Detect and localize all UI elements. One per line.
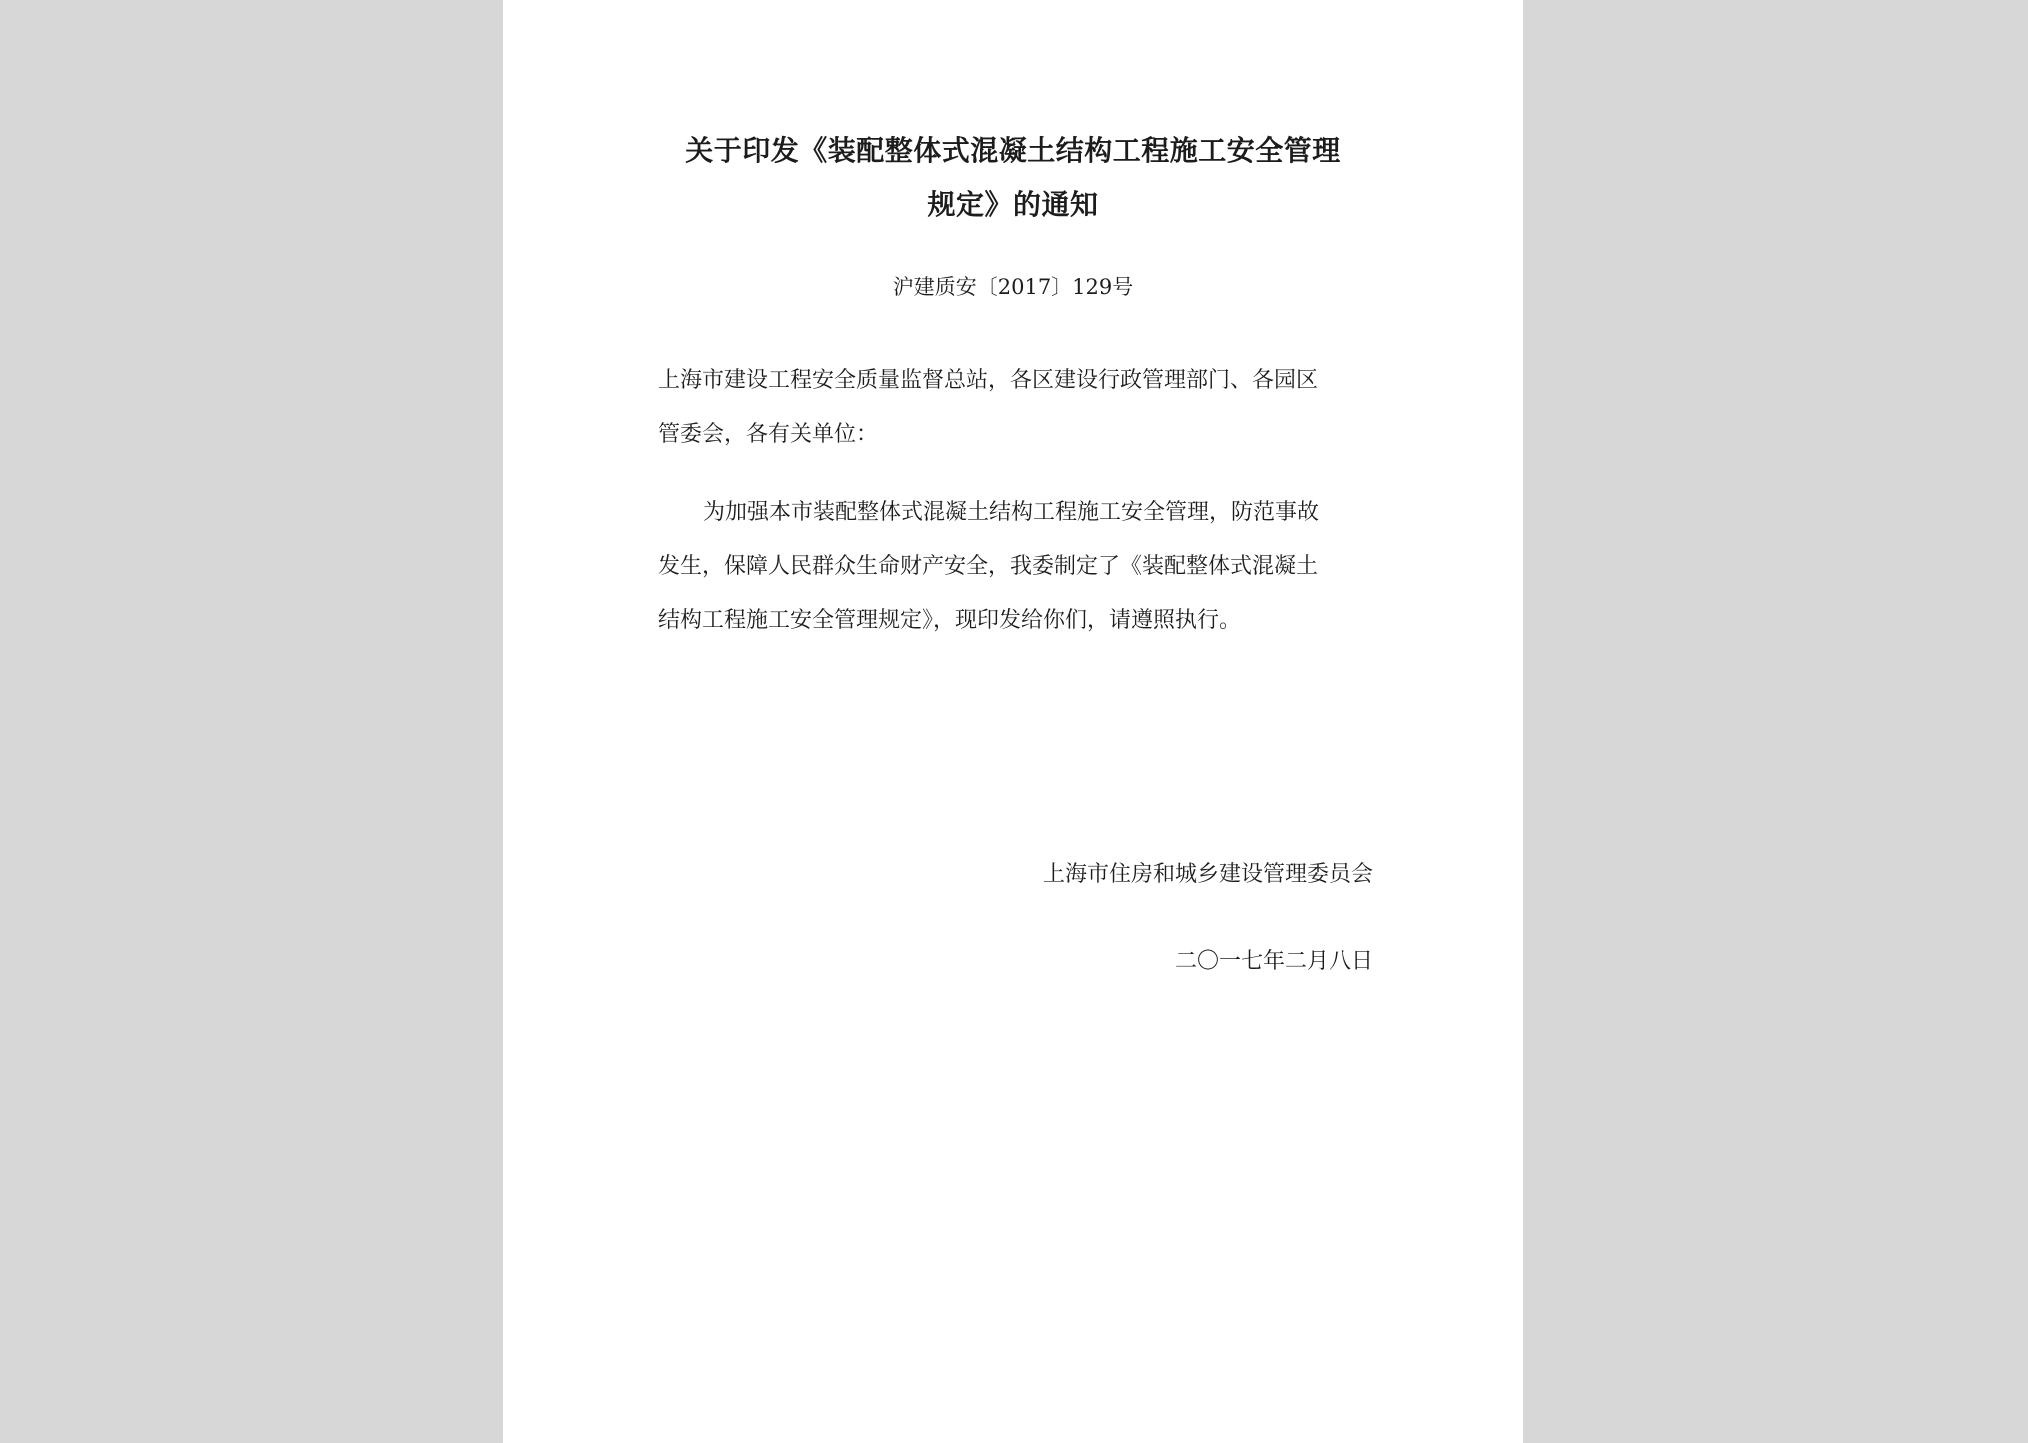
document-number: 沪建质安〔2017〕129号	[892, 275, 1134, 299]
salutation	[658, 354, 1373, 462]
document-page	[503, 0, 1523, 1443]
salutation-line-1: 上海市建设工程安全质量监督总站，各区建设行政管理部门、各园区	[658, 368, 1319, 393]
body-line-1: 为加强本市装配整体式混凝土结构工程施工安全管理，防范事故	[703, 500, 1320, 525]
body-paragraph	[658, 486, 1373, 648]
body-line-3: 结构工程施工安全管理规定》，现印发给你们，请遵照执行。	[658, 608, 1242, 633]
issue-date: 二〇一七年二月八日	[1174, 949, 1373, 974]
title-line-2: 规定》的通知	[927, 188, 1099, 221]
document-title	[503, 124, 1523, 232]
title-line-1: 关于印发《装配整体式混凝土结构工程施工安全管理	[685, 134, 1341, 167]
salutation-line-2: 管委会，各有关单位：	[658, 422, 879, 447]
body-line-2: 发生，保障人民群众生命财产安全，我委制定了《装配整体式混凝土	[658, 554, 1319, 579]
issuing-authority: 上海市住房和城乡建设管理委员会	[1042, 862, 1373, 887]
